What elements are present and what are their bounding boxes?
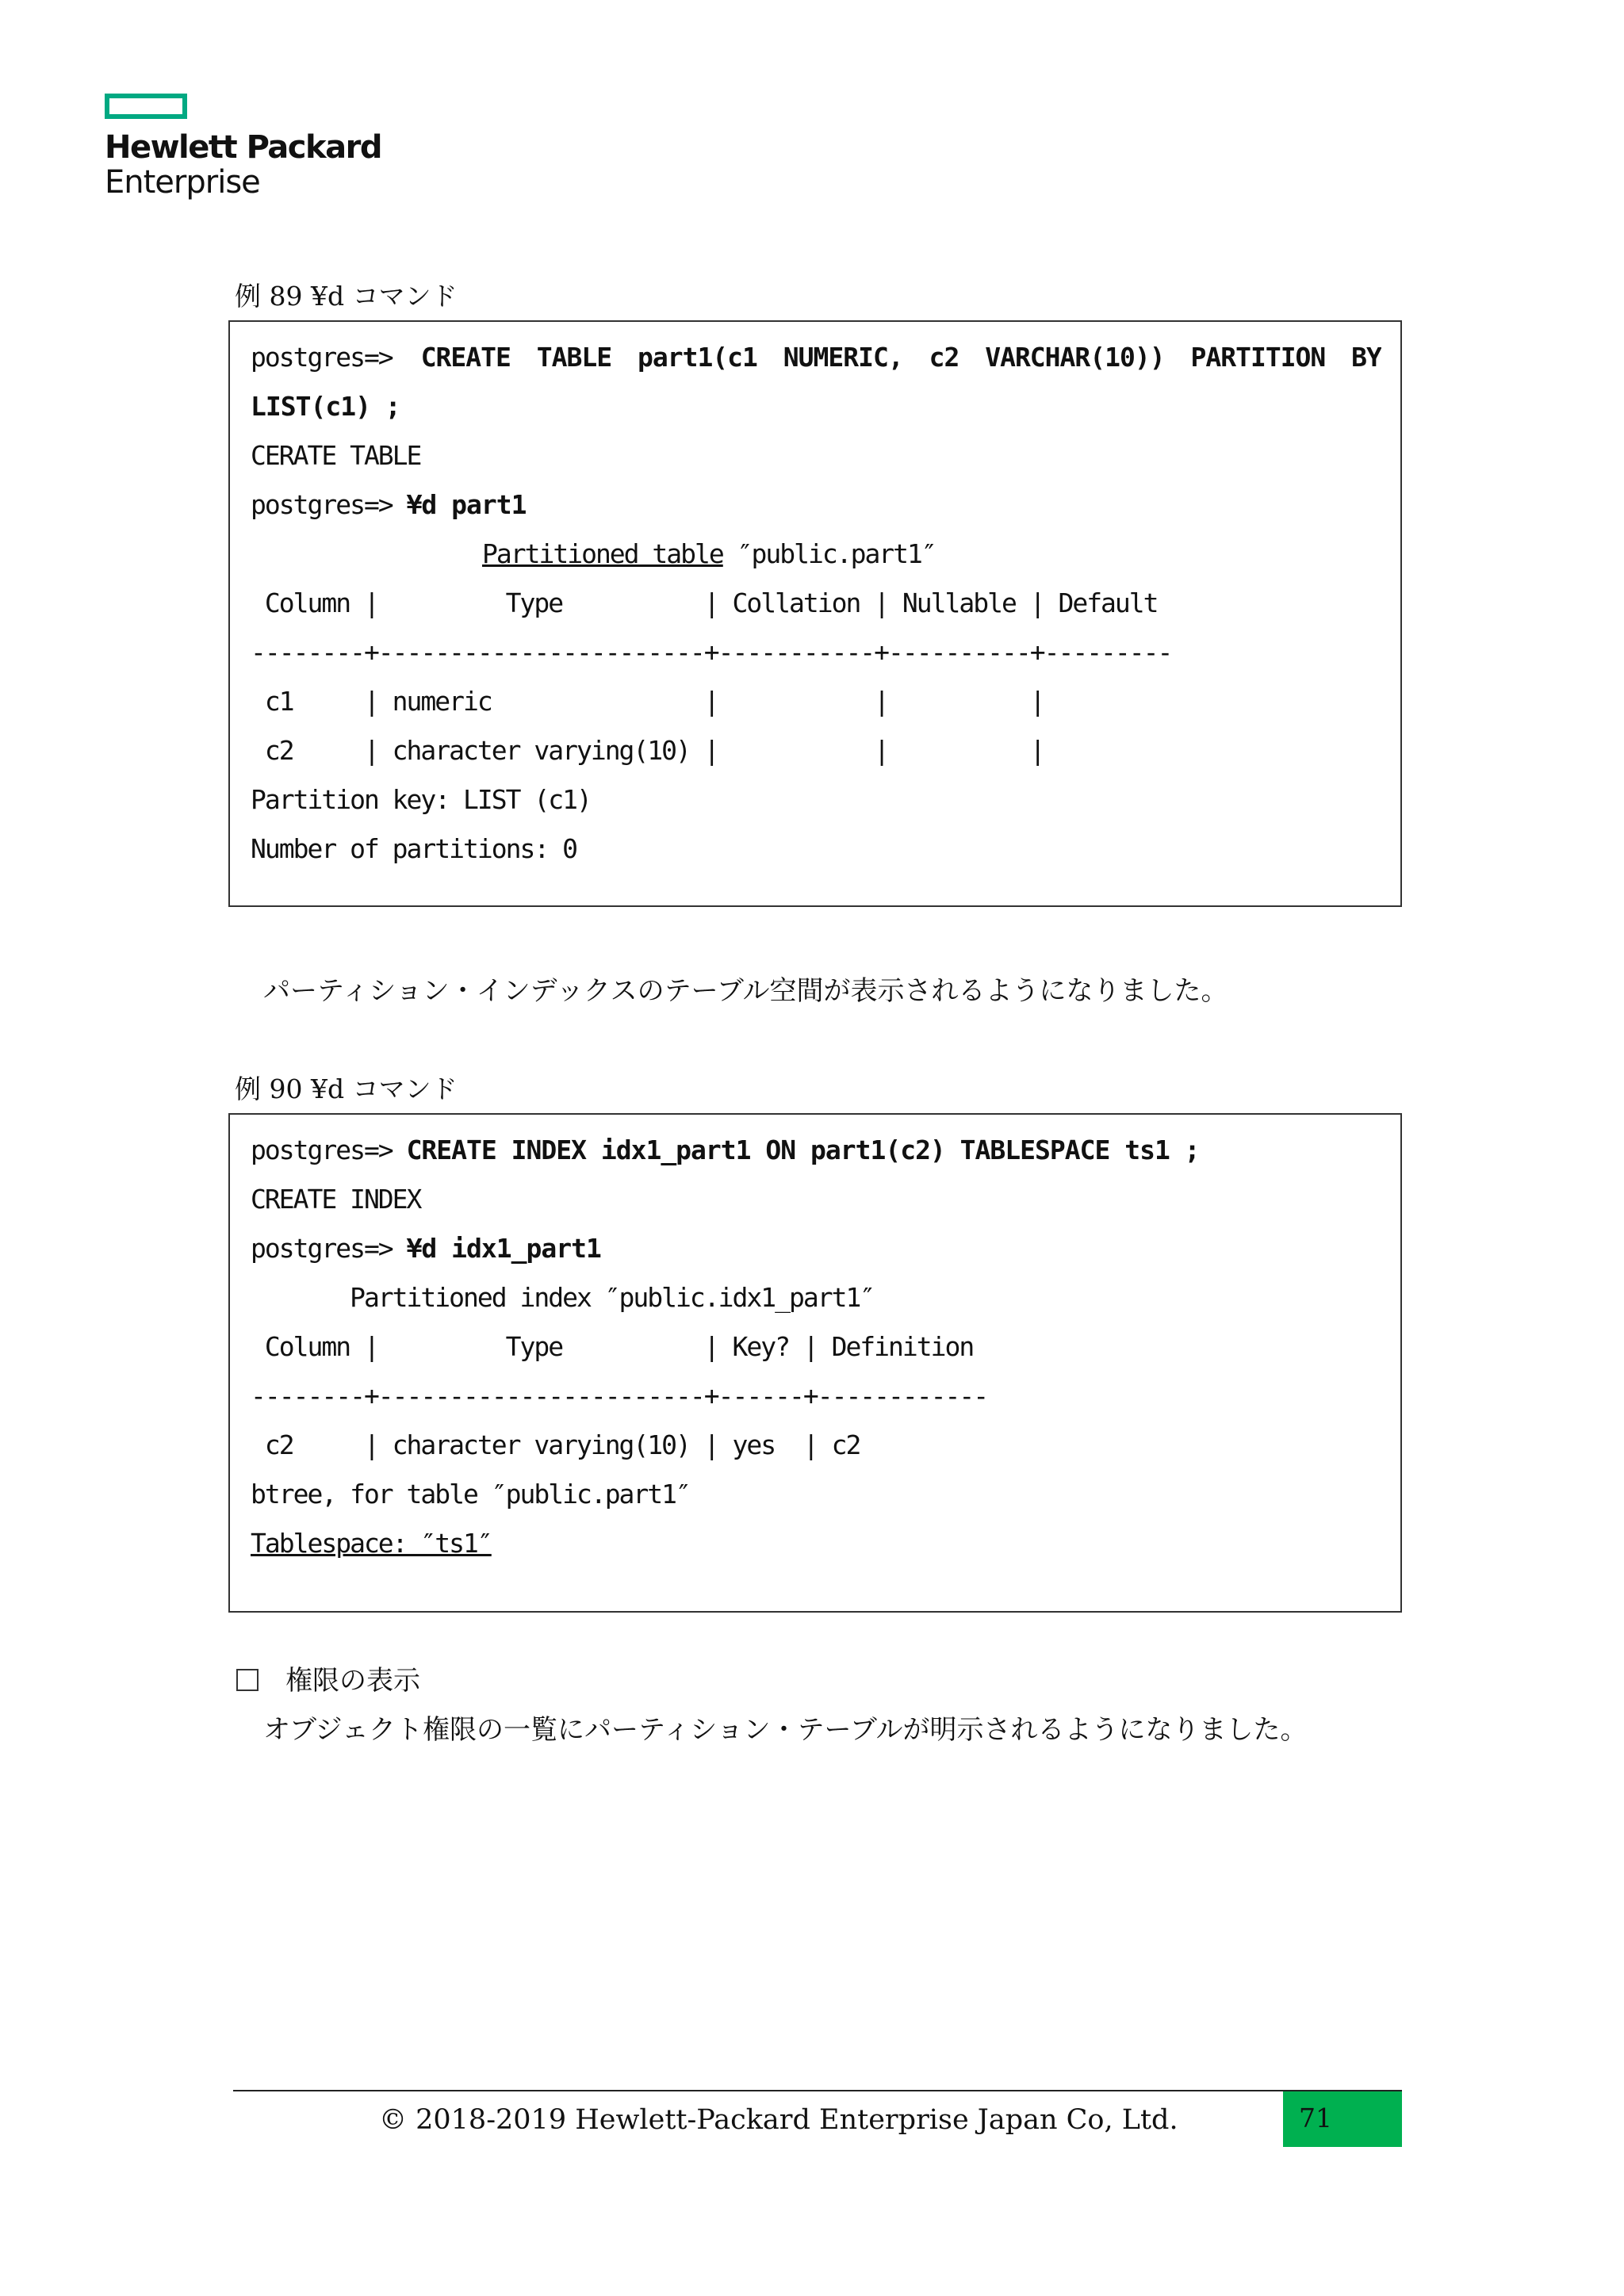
create-index-command: CREATE INDEX idx1_part1 ON part1(c2) TABLESPACE ts1 ; (406, 1135, 1200, 1165)
describe-command: ¥d idx1_part1 (406, 1233, 601, 1264)
code-line-separator: --------+-----------------------+-----------+----------+--------- (251, 637, 1172, 668)
checkbox-icon (236, 1669, 259, 1691)
code-line-row-c2: c2 | character varying(10) | yes | c2 (251, 1429, 860, 1460)
create-table-command (421, 333, 1381, 382)
code-line-btree: btree, for table ″public.part1″ (251, 1479, 690, 1510)
example-90-code-box (228, 1113, 1402, 1613)
prompt: postgres=> (251, 1135, 393, 1165)
cmd-word: CREATE (420, 342, 511, 373)
paragraph-tablespace-note: パーティション・インデックスのテーブル空間が表示されるようになりました。 (263, 975, 1228, 1007)
code-line-list: LIST(c1) ; (251, 391, 400, 422)
footer-divider (233, 2090, 1402, 2091)
example-89-code-box (228, 320, 1402, 907)
tablespace-text: Tablespace: ″ts1″ (251, 1528, 492, 1559)
code-line-header: Column | Type | Collation | Nullable | Default (251, 587, 1158, 618)
code-line-partition-key: Partition key: LIST (c1) (251, 784, 591, 815)
section-body: オブジェクト権限の一覧にパーティション・テーブルが明示されるようになりました。 (263, 1714, 1308, 1746)
code-line-index-title: Partitioned index ″public.idx1_part1″ (251, 1282, 875, 1313)
section-heading (236, 1665, 420, 1697)
code-line-result: CERATE TABLE (251, 440, 421, 471)
describe-command: ¥d part1 (406, 489, 527, 520)
code-line-create-table (251, 333, 1381, 382)
example-90-caption: 例 90 ¥d コマンド (235, 1073, 458, 1104)
cmd-word: part1(c1 (637, 342, 757, 373)
code-line-describe (251, 480, 1381, 530)
code-line-row-c2: c2 | character varying(10) | | | (251, 735, 1044, 766)
example-89-caption: 例 89 ¥d コマンド (235, 281, 458, 312)
code-line-row-c1: c1 | numeric | | | (251, 686, 1044, 717)
cmd-word: TABLE (536, 342, 612, 373)
cmd-word: PARTITION (1190, 342, 1326, 373)
title-rest: ″public.part1″ (722, 538, 936, 569)
code-line-create-index (251, 1126, 1381, 1175)
prompt: postgres=> (251, 1233, 393, 1264)
page-number-box (1283, 2091, 1402, 2147)
cmd-word: VARCHAR(10)) (985, 342, 1165, 373)
footer-copyright: © 2018-2019 Hewlett-Packard Enterprise Japan Co, Ltd. (379, 2104, 1178, 2136)
code-line-partition-count: Number of partitions: 0 (251, 833, 576, 864)
hpe-logo-mark (105, 94, 187, 119)
code-line-describe (251, 1224, 1381, 1273)
prompt: postgres=> (251, 342, 393, 373)
prompt: postgres=> (251, 489, 393, 520)
logo-text-line2: Enterprise (105, 164, 260, 201)
code-line-table-title (251, 530, 1381, 579)
code-line-separator: --------+-----------------------+------+------------ (251, 1380, 988, 1411)
hpe-logo (105, 94, 381, 200)
page-number: 71 (1299, 2103, 1332, 2133)
code-line-tablespace (251, 1519, 1381, 1568)
logo-text-line1: Hewlett Packard (105, 129, 381, 166)
section-heading-text: 権限の表示 (285, 1665, 420, 1697)
cmd-word: c2 (929, 342, 959, 373)
cmd-word: BY (1351, 342, 1381, 373)
code-line-result: CREATE INDEX (251, 1184, 421, 1215)
title-underlined: Partitioned table (482, 538, 723, 569)
cmd-word: NUMERIC, (783, 342, 903, 373)
code-line-header: Column | Type | Key? | Definition (251, 1331, 974, 1362)
